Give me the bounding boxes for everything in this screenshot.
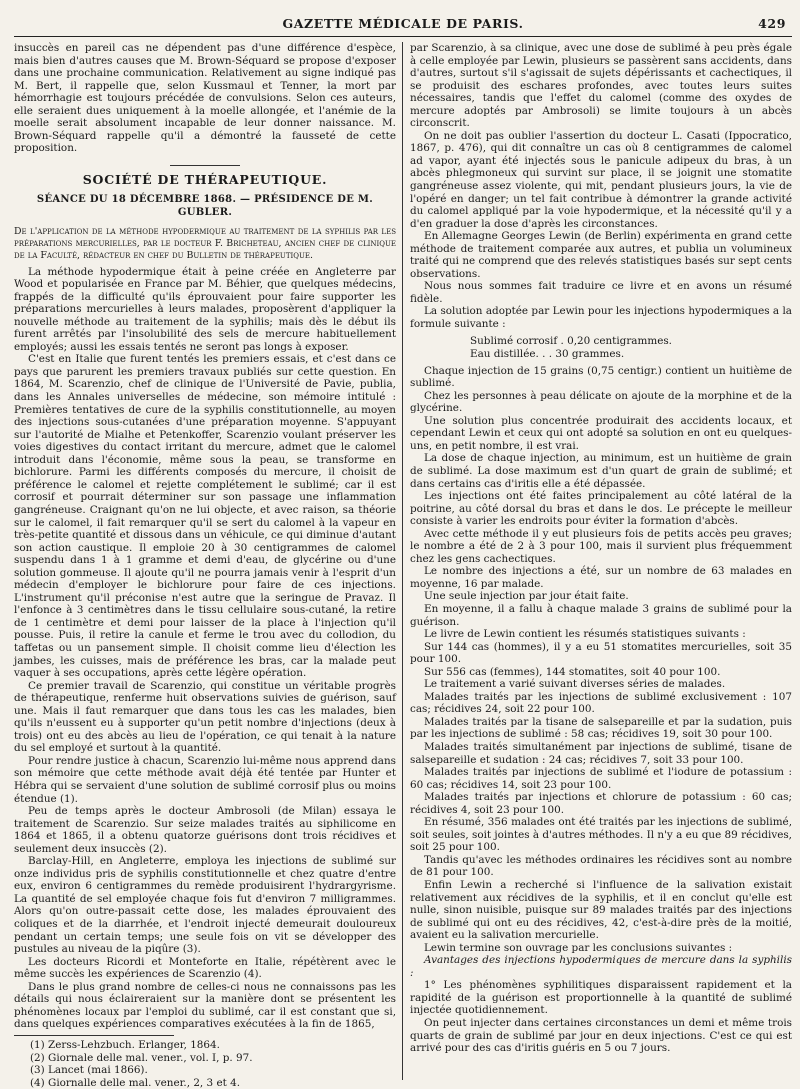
paragraph: Malades traités par injections de sublimé et l'iodure de potassium : 60 cas; récidives 14, soit 23 pour 100. bbox=[410, 766, 792, 791]
paragraph: Une seule injection par jour était faite. bbox=[424, 590, 629, 603]
paragraph: par Scarenzio, à sa clinique, avec une dose de sublimé à peu près égale à celle employée par Lewin, plusieurs se passèrent sans accidents, dans d'autres, surtout s'il s'agissait de sujets dépérissants et cachectiques, il se produisit des eschares profondes, avec toutes leurs suites nécessaires, tandis que l'effet du calomel (comme des oxydes de mercure adoptés par Ambrosoli) se limite toujours à un abcès circonscrit. bbox=[410, 42, 792, 130]
paragraph: Dans le plus grand nombre de celles-ci nous ne connaissons pas les détails qui nous éclaireraient sur la manière dont se présentent les phénomènes locaux par l'emploi du sublimé, car il est constant que si, dans quelques expériences comparatives exécutées à la fin de 1865, bbox=[14, 980, 396, 1031]
journal-title: GAZETTE MÉDICALE DE PARIS. bbox=[282, 16, 524, 31]
paragraph: Ce premier travail de Scarenzio, qui constitue un véritable progrès de thérapeutique, renferme huit observations suivies de guérison, sauf une. Mais il faut remarquer que dans tous les cas les malades, bien qu'ils n'eussent eu à supporter qu'un petit nombre d'injections (deux à trois) ont eu des abcès au lieu de l'opération, ce qui tenait à la nature du sel employé et surtout à la quantité. bbox=[14, 679, 396, 755]
conclusion-heading-text: Avantages des injections hypodermiques de mercure dans la syphilis : bbox=[410, 954, 792, 979]
paragraph: Malades traités par la tisane de salsepareille et par la sudation, puis par les injections de sublimé : 58 cas; récidives 19, soit 30 pour 100. bbox=[410, 715, 792, 741]
paragraph: Malades traités par injections et chlorure de potassium : 60 cas; récidives 4, soit 23 pour 100. bbox=[410, 791, 792, 816]
section-divider bbox=[170, 165, 240, 166]
paragraph: 1° Les phénomènes syphilitiques disparaissent rapidement et la rapidité de la guérison est proportionnelle à la quantité de sublimé injectée quotidiennement. bbox=[410, 979, 792, 1017]
paragraph: On ne doit pas oublier l'assertion du docteur L. Casati (Ippocratico, 1867, p. 476), qui dit connaître un cas où 8 centigrammes de calomel ad vapor, ayant été injectés sous le panicule adipeux du bras, à un abcès phlegmoneux qui survint sur place, il se joignit une stomatite gangréneuse assez violente, qui mit, pendant plusieurs jours, la vie de l'opéré en danger; un tel fait contribue à démontrer la grande activité du calomel appliqué par la voie hypodermique, et la nécessité qu'il y a d'en graduer la dose d'après les circonstances. bbox=[410, 129, 792, 230]
session-line: SÉANCE DU 18 DÉCEMBRE 1868. — PRÉSIDENCE DE M. GUBLER. bbox=[36, 194, 374, 219]
paragraph: Sur 556 cas (femmes), 144 stomatites, soit 40 pour 100. bbox=[424, 665, 721, 678]
footnote: (1) Zerss-Lehzbuch. Erlanger, 1864. bbox=[30, 1038, 220, 1051]
paragraph: En Allemagne Georges Lewin (de Berlin) expérimenta en grand cette méthode de traitement comparée aux autres, et publia un volumineux traité qui ne comprend que des relevés statistiques basés sur sept cents observations. bbox=[410, 230, 792, 280]
paragraph: Barclay-Hill, en Angleterre, employa les injections de sublimé sur onze individus pris de syphilis constitutionnelle et chez quatre d'entre eux, environ 6 centigrammes du remède produisirent l'hydrargyrisme. La quantité de sel employée chaque fois fut d'environ 7 milligrammes. Alors qu'on outre-passait cette dose, les malades éprouvaient des coliques et de la diarrhée, et l'endroit injecté demeurait douloureux pendant un certain temps; une seule fois on vit se développer des pustules au niveau de la piqûre (3). bbox=[14, 855, 396, 956]
page-header bbox=[14, 14, 792, 37]
paragraph: Le traitement a varié suivant diverses séries de malades. bbox=[424, 678, 726, 691]
paragraph: Pour rendre justice à chacun, Scarenzio lui-même nous apprend dans son mémoire que cette méthode avait déjà été tentée par Hunter et Hébra qui se servaient d'une solution de sublimé corrosif plus ou moins étendue (1). bbox=[14, 754, 396, 805]
footnote-divider bbox=[14, 1035, 174, 1036]
formula-line: Sublimé corrosif . 0,20 centigrammes. bbox=[470, 334, 672, 347]
section-heading: SOCIÉTÉ DE THÉRAPEUTIQUE. bbox=[82, 171, 328, 187]
paragraph: Malades traités par les injections de sublimé exclusivement : 107 cas; récidives 24, soit 22 pour 100. bbox=[410, 690, 792, 716]
left-column bbox=[14, 42, 402, 1089]
paragraph: Nous nous sommes fait traduire ce livre et en avons un résumé fidèle. bbox=[410, 280, 792, 305]
footnote: (4) Giornalle delle mal. vener., 2, 3 et 4. bbox=[30, 1076, 240, 1089]
paragraph: En résumé, 356 malades ont été traités par les injections de sublimé, soit seules, soit jointes à d'autres méthodes. Il n'y a eu que 89 récidives, soit 25 pour 100. bbox=[410, 816, 792, 854]
paragraph: insuccès en pareil cas ne dépendent pas d'une différence d'espèce, mais bien d'autres causes que M. Brown-Séquard se propose d'exposer dans une prochaine communication. Relativement au signe indiqué pas M. Bert, il rappelle que, selon Kussmaul et Tenner, la mort par hémorrhagie est toujours précédée de convulsions. Selon ces auteurs, elle seraient dues uniquement à la moelle allongée, et l'anémie de la moelle serait absolument incapable de leur donner naissance. M. Brown-Séquard rappelle qu'il a démontré la fausseté de cette proposition. bbox=[14, 42, 396, 155]
paragraph: Lewin termine son ouvrage par les conclusions suivantes : bbox=[424, 941, 733, 954]
paragraph: Sur 144 cas (hommes), il y a eu 51 stomatites mercurielles, soit 35 pour 100. bbox=[410, 640, 792, 666]
footnote: (3) Lancet (mai 1866). bbox=[30, 1064, 148, 1077]
paragraph: La dose de chaque injection, au minimum, est un huitième de grain de sublimé. La dose maximum est d'un quart de grain de sublimé; et dans certains cas d'iritis elle a été dépassée. bbox=[410, 452, 792, 490]
text-columns bbox=[14, 42, 792, 1089]
paragraph: Enfin Lewin a recherché si l'influence de la salivation existait relativement aux récidives de la syphilis, et il en conclut qu'elle est nulle, sinon nuisible, puisque sur 89 malades traités par des injections de sublimé qui ont eu des récidives, 42, c'est-à-dire près de la moitié, avaient eu la salivation mercurielle. bbox=[410, 879, 792, 942]
conclusion-heading bbox=[410, 954, 792, 979]
paragraph: La solution adoptée par Lewin pour les injections hypodermiques a la formule suivante : bbox=[410, 305, 792, 331]
article-title: De l'application de la méthode hypodermique au traitement de la syphilis par les préparations mercurielles, par le docteur F. Bricheteau, ancien chef de clinique de la Faculté, rédacteur en chef du Bulletin de thérapeutique. bbox=[14, 225, 396, 261]
paragraph: On peut injecter dans certaines circonstances un demi et même trois quarts de grain de sublimé par jour en deux injections. C'est ce qui est arrivé pour des cas d'iritis guéris en 5 ou 7 jours. bbox=[410, 1017, 792, 1055]
paragraph: Le nombre des injections a été, sur un nombre de 63 malades en moyenne, 16 par malade. bbox=[410, 565, 792, 590]
right-column bbox=[402, 42, 792, 1080]
paragraph: Avec cette méthode il y eut plusieurs fois de petits accès peu graves; le nombre a été de 2 à 3 pour 100, mais il survient plus fréquemment chez les gens cachectiques. bbox=[410, 527, 792, 565]
paragraph: Chaque injection de 15 grains (0,75 centigr.) contient un huitième de sublimé. bbox=[410, 364, 792, 390]
paragraph: Les injections ont été faites principalement au côté latéral de la poitrine, au côté dorsal du bras et dans le dos. Le précepte le meilleur consiste à varier les endroits pour éviter la formation d'abcès. bbox=[410, 490, 792, 528]
paragraph: Chez les personnes à peau délicate on ajoute de la morphine et de la glycérine. bbox=[410, 389, 792, 415]
paragraph: Une solution plus concentrée produirait des accidents locaux, et cependant Lewin et ceux qui ont adopté sa solution en ont eu quelques-uns, en petit nombre, il est vrai. bbox=[410, 414, 792, 452]
paragraph: Tandis qu'avec les méthodes ordinaires les récidives sont au nombre de 81 pour 100. bbox=[410, 853, 792, 879]
page-number: 429 bbox=[758, 16, 786, 31]
paragraph: Les docteurs Ricordi et Monteforte en Italie, répétèrent avec le même succès les expériences de Scarenzio (4). bbox=[14, 955, 396, 981]
paragraph: En moyenne, il a fallu à chaque malade 3 grains de sublimé pour la guérison. bbox=[410, 602, 792, 628]
formula-line: Eau distillée. . . 30 grammes. bbox=[470, 347, 625, 360]
paragraph: Le livre de Lewin contient les résumés statistiques suivants : bbox=[424, 628, 746, 641]
footnote: (2) Giornale delle mal. vener., vol. I, p. 97. bbox=[30, 1051, 253, 1064]
paragraph: C'est en Italie que furent tentés les premiers essais, et c'est dans ce pays que parurent les premiers travaux publiés sur cette question. En 1864, M. Scarenzio, chef de clinique de l'Université de Pavie, publia, dans les Annales universelles de médecine, son mémoire intitulé : Premières tentatives de cure de la syphilis constitutionnelle, au moyen des injections sous-cutanées d'une préparation moyenne. S'appuyant sur l'autorité de Mialhe et Petenkoffer, Scarenzio voulant préserver les voies digestives du contact irritant du mercure, admet que le calomel introduit dans l'économie, même sous la peau, se transforme en bichlorure. Parmi les différents composés du mercure, il choisit de préférence le calomel et rejette complétement le sublimé; car il est corrosif et pourrait déterminer sur son passage une inflammation gangréneuse. Craignant qu'on ne lui objecte, et avec raison, sa théorie sur le calomel, il fait remarquer qu'il se sert du calomel à la vapeur en très-petite quantité et dissous dans un véhicule, ce qui diminue d'autant son action caustique. Il emploie 20 à 30 centigrammes de calomel suspendu dans 1 à 1 gramme et demi d'eau, de glycérine ou d'une solution gommeuse. Il ajoute qu'il ne pourra jamais venir à l'esprit d'un médecin d'employer le bichlorure pour faire de ces injections. L'instrument qu'il préconise n'est autre que la seringue de Pravaz. Il l'enfonce à 3 centimètres dans le tissu cellulaire sous-cutané, la retire de 1 centimètre et demi pour laisser de la place à l'injection qu'il pousse. Puis, il retire la canule et ferme le trou avec du collodion, du taffetas ou un pansement simple. Il choisit comme lieu d'élection les jambes, les cuisses, mais de préférence les bras, car la malade peut vaquer à ses occupations, après cette légère opération. bbox=[14, 353, 396, 680]
paragraph: Peu de temps après le docteur Ambrosoli (de Milan) essaya le traitement de Scarenzio. Sur seize malades traités au siphilicome en 1864 et 1865, il a obtenu quatorze guérisons dont trois récidives et seulement deux insuccès (2). bbox=[14, 805, 396, 855]
formula bbox=[470, 335, 792, 361]
paragraph: Malades traités simultanément par injections de sublimé, tisane de salsepareille et sudation : 24 cas; récidives 7, soit 33 pour 100. bbox=[410, 740, 792, 766]
paragraph: La méthode hypodermique était à peine créée en Angleterre par Wood et popularisée en France par M. Béhier, que quelques médecins, frappés de la difficulté qu'ils éprouvaient pour faire supporter les préparations mercurielles à leurs malades, proposèrent d'appliquer la nouvelle méthode au traitement de la syphilis; mais dès le début ils furent arrêtés par l'insolubilité des sels de mercure habituellement employés; aussi les essais tentés ne seront pas longs à exposer. bbox=[14, 265, 396, 353]
